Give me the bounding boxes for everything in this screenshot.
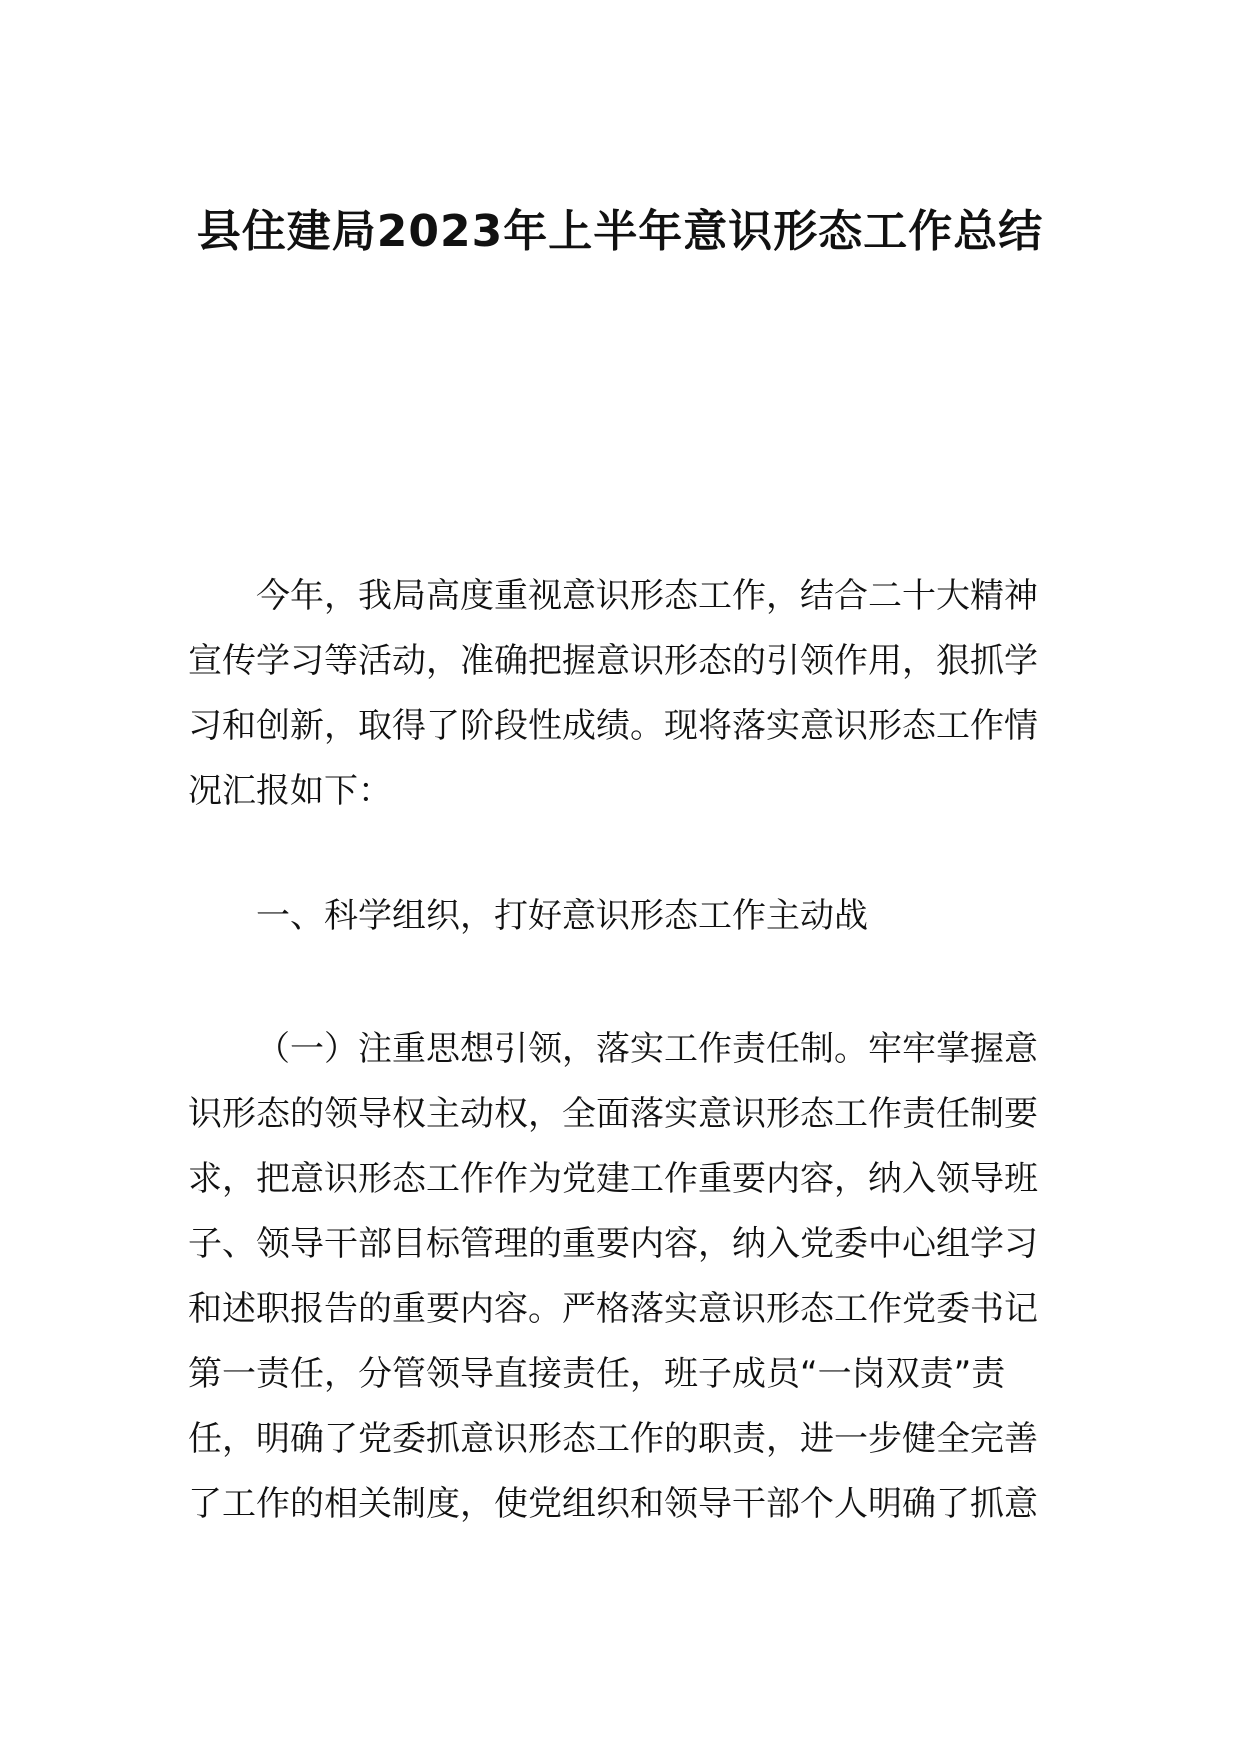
text-line: （一）注重思想引领，落实工作责任制。牢牢掌握意 (256, 1029, 1038, 1069)
text-line: 今年，我局高度重视意识形态工作，结合二十大精神 (256, 576, 1038, 616)
text-line: 况汇报如下： (188, 771, 392, 811)
intro-paragraph (188, 564, 1054, 824)
text-line: 和述职报告的重要内容。严格落实意识形态工作党委书记 (188, 1289, 1038, 1329)
text-line: 求，把意识形态工作作为党建工作重要内容，纳入领导班 (188, 1159, 1038, 1199)
text-line: 任，明确了党委抓意识形态工作的职责，进一步健全完善 (188, 1419, 1038, 1459)
text-line: 识形态的领导权主动权，全面落实意识形态工作责任制要 (188, 1094, 1038, 1134)
subsection-paragraph (188, 1017, 1054, 1537)
section-heading (188, 884, 1054, 949)
text-line: 第一责任，分管领导直接责任，班子成员“一岗双责”责 (188, 1354, 1006, 1394)
text-line: 习和创新，取得了阶段性成绩。现将落实意识形态工作情 (188, 706, 1038, 746)
section-heading-text: 一、科学组织，打好意识形态工作主动战 (256, 896, 868, 936)
text-line: 子、领导干部目标管理的重要内容，纳入党委中心组学习 (188, 1224, 1038, 1264)
text-line: 宣传学习等活动，准确把握意识形态的引领作用，狠抓学 (188, 641, 1038, 681)
document-title: 县住建局2023年上半年意识形态工作总结 (196, 206, 1044, 257)
text-line: 了工作的相关制度，使党组织和领导干部个人明确了抓意 (188, 1484, 1038, 1524)
